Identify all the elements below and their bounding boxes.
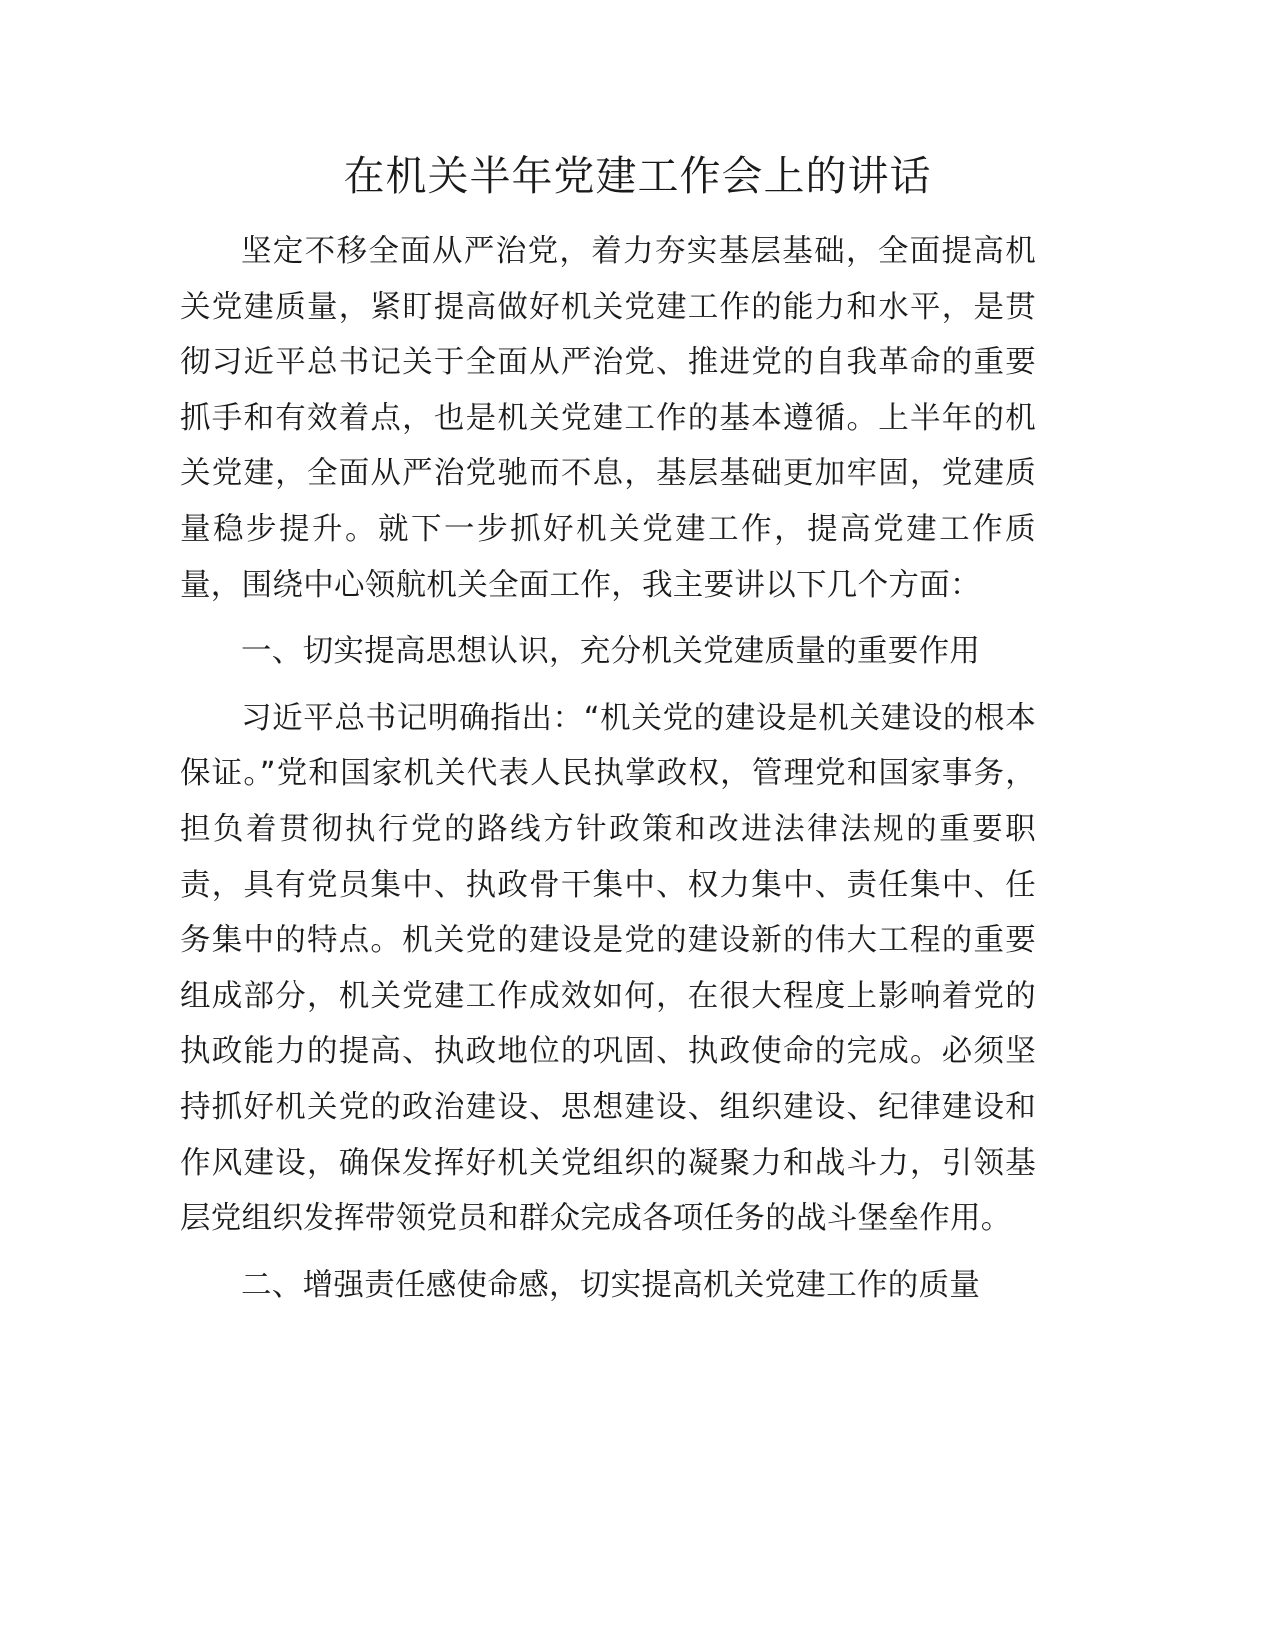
intro-paragraph: 坚定不移全面从严治党，着力夯实基层基础，全面提高机关党建质量，紧盯提高做好机关党建工作的能力和水平，是贯彻习近平总书记关于全面从严治党、推进党的自我革命的重要抓手和有效着点，也是机关党建工作的基本遵循。上半年的机关党建，全面从严治党驰而不息，基层基础更加牢固，党建质量稳步提升。就下一步抓好机关党建工作，提高党建工作质量，围绕中心领航机关全面工作，我主要讲以下几个方面： [180,234,1036,603]
document-body [180,224,1036,1313]
section-heading-1: 一、切实提高思想认识，充分机关党建质量的重要作用 [241,634,981,670]
document-title: 在机关半年党建工作会上的讲话 [343,152,932,200]
section-1-paragraph: 习近平总书记明确指出：“机关党的建设是机关建设的根本保证。”党和国家机关代表人民执掌政权，管理党和国家事务，担负着贯彻执行党的路线方针政策和改进法律法规的重要职责，具有党员集中、执政骨干集中、权力集中、责任集中、任务集中的特点。机关党的建设是党的建设新的伟大工程的重要组成部分，机关党建工作成效如何，在很大程度上影响着党的执政能力的提高、执政地位的巩固、执政使命的完成。必须坚持抓好机关党的政治建设、思想建设、组织建设、纪律建设和作风建设，确保发挥好机关党组织的凝聚力和战斗力，引领基层党组织发挥带领党员和群众完成各项任务的战斗堡垒作用。 [180,700,1036,1237]
section-heading-2: 二、增强责任感使命感，切实提高机关党建工作的质量 [241,1267,981,1303]
